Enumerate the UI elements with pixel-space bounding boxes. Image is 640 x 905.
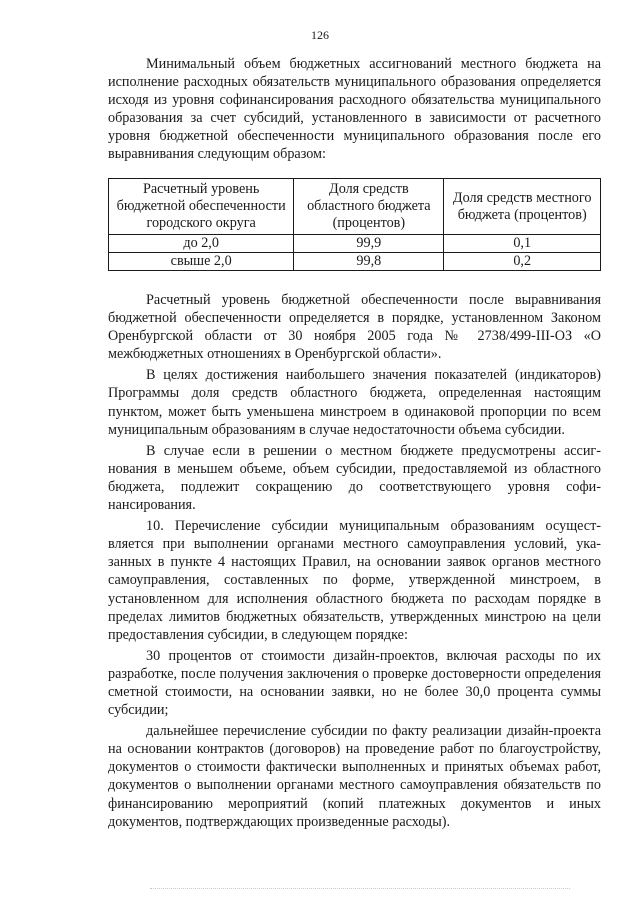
table-row <box>109 253 601 271</box>
table-cell: свыше 2,0 <box>109 253 294 271</box>
bottom-edge-marks <box>150 888 570 893</box>
paragraph-further-transfer: дальнейшее перечисление субсидии по факту реализации дизайн-проекта на основании контрактов (договоров) на проведение работ по благоустройству, документов о стоимости фактически выполненных и принятых объемах работ, документов о выполнении органами местного самоуправления обязательств по финансированию мероприятий (копий платежных документов и иных документов, подтверждающих произведенные расходы). <box>108 723 601 830</box>
page-number: 126 <box>311 28 329 42</box>
table-cell: до 2,0 <box>109 235 294 253</box>
table-header-row <box>109 179 601 235</box>
header-local-share: Доля средств местного бюджета (процентов) <box>444 179 601 235</box>
table-cell: 0,2 <box>444 253 601 271</box>
paragraph-first-tranche: 30 процентов от стоимости дизайн-проектов, включая расходы по их разработке, после получения заключения о проверке достоверности определения сметной стоимости, на основании заявки, но не более 30,0 процента суммы субсидии; <box>108 647 601 719</box>
paragraph-smaller-allocation: В случае если в решении о местном бюджете предусмотрены ассигнования в меньшем объеме, объем субсидии, предоставляемой из областного бюджета, подлежит сокращению до соответствующего уровня софинансирования. <box>108 442 601 514</box>
table-row <box>109 235 601 253</box>
cofinancing-table <box>108 178 601 271</box>
table-cell: 99,8 <box>294 253 444 271</box>
intro-paragraph: Минимальный объем бюджетных ассигнований местного бюджета на исполнение расходных обязательств муниципального образования определяется исходя из уровня софинансирования расходного обязательства муниципального образования за счет субсидий, установленного в зависимости от расчетного уровня бюджетной обеспеченности муниципального образования после его выравнивания следующим образом: <box>108 56 601 163</box>
paragraph-budget-level: Расчетный уровень бюджетной обеспеченности после выравнивания бюджетной обеспеченности определяется в порядке, установленном Законом Оренбургской области от 30 ноября 2005 года № 2738/499-III-ОЗ «О межбюджетных отношениях в Оренбургской области». <box>108 292 601 363</box>
table-cell: 99,9 <box>294 235 444 253</box>
header-budget-level: Расчетный уровень бюджетной обеспеченности городского округа <box>109 179 294 235</box>
intro-block <box>108 55 601 164</box>
body-text <box>108 291 601 831</box>
paragraph-transfer-procedure: 10. Перечисление субсидии муниципальным образованиям осуществляется при выполнении органами местного самоуправления условий, указанных в пункте 4 настоящих Правил, на основании заявок органов местного самоуправления, составленных по форме, утвержденной минстроем, в установленном для исполнения областного бюджета по расходам порядке в пределах лимитов бюджетных обязательств, утвержденных минстрою на цели предоставления субсидии, в следующем порядке: <box>108 518 601 643</box>
table-cell: 0,1 <box>444 235 601 253</box>
paragraph-share-reduction: В целях достижения наибольшего значения показателей (индикаторов) Программы доля средств областного бюджета, определенная настоящим пунктом, может быть уменьшена минстроем в одинаковой пропорции по всем муниципальным образованиям в случае недостаточности объема субсидии. <box>108 367 601 438</box>
header-regional-share: Доля средств областного бюджета (процентов) <box>294 179 444 235</box>
